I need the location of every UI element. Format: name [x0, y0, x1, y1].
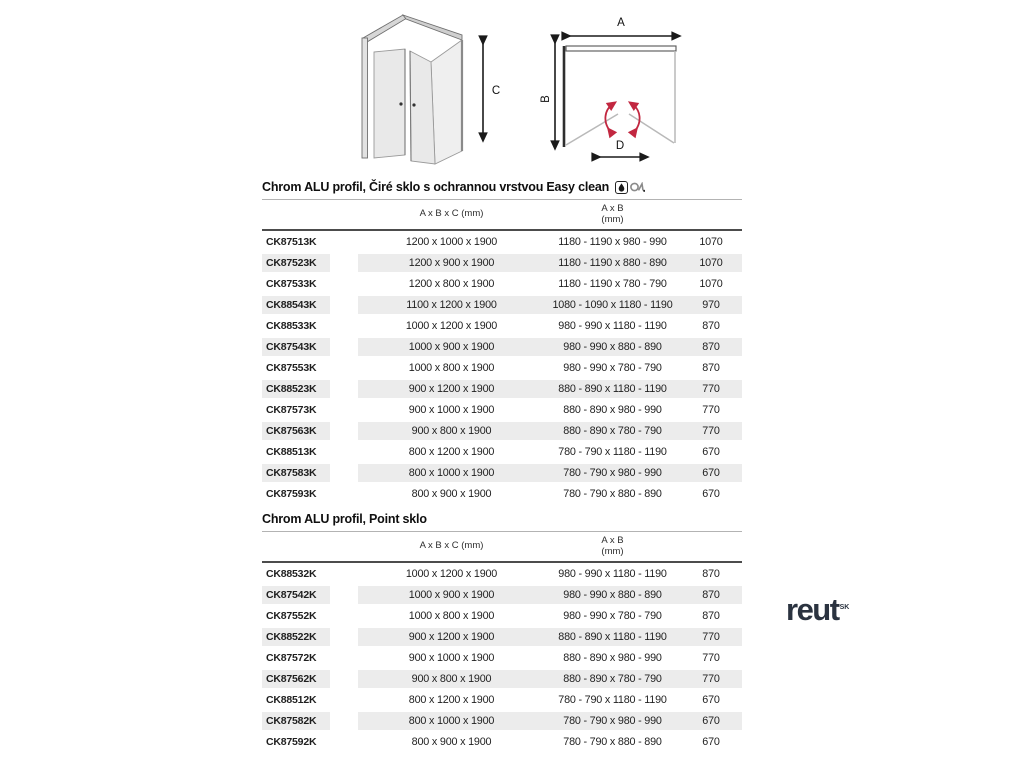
dimensions-abc: 800 x 1200 x 1900 [408, 693, 495, 706]
table-row [262, 626, 742, 647]
dimensions-range: 880 - 890 x 980 - 990 [563, 403, 662, 416]
entry-width-value: 770 [702, 651, 720, 664]
dimensions-abc: 1000 x 800 x 1900 [408, 609, 495, 622]
table-row [262, 647, 742, 668]
dimensions-range: 880 - 890 x 1180 - 1190 [545, 380, 680, 398]
easy-clean-droplet-icon [615, 181, 628, 194]
gap-cell [330, 380, 358, 398]
gap-cell [330, 733, 358, 751]
dimensions-range: 980 - 990 x 880 - 890 [545, 338, 680, 356]
entry-width-value: 1070 [699, 277, 723, 290]
table-row [262, 710, 742, 731]
table-row [262, 420, 742, 441]
brand-logo [786, 594, 849, 625]
dimensions-abc: 800 x 1200 x 1900 [408, 445, 495, 458]
gap-cell [330, 464, 358, 482]
door-handle-right [412, 103, 415, 106]
table-row [262, 584, 742, 605]
product-code: CK88533K [266, 319, 317, 332]
table-row [262, 294, 742, 315]
dimensions-range: 780 - 790 x 880 - 890 [563, 735, 662, 748]
dimensions-abc: 1200 x 1000 x 1900 [405, 235, 498, 248]
entry-width-value: 670 [702, 445, 720, 458]
product-code: CK87582K [262, 712, 330, 730]
product-table-point-sklo [262, 563, 742, 752]
header-range-line2: (mm) [601, 545, 624, 557]
gap-cell [330, 275, 358, 293]
entry-width-value: 870 [702, 319, 720, 332]
dimensions-abc: 900 x 800 x 1900 [358, 670, 545, 688]
dimensions-abc: 800 x 1000 x 1900 [358, 464, 545, 482]
dimensions-abc: 1200 x 800 x 1900 [408, 277, 495, 290]
product-code: CK87513K [266, 235, 317, 248]
dimensions-range: 780 - 790 x 1180 - 1190 [558, 445, 667, 458]
entry-width-value: 770 [680, 380, 742, 398]
dimensions-abc: 1000 x 1200 x 1900 [405, 319, 498, 332]
table-row [262, 252, 742, 273]
dimensions-abc: 1000 x 900 x 1900 [358, 338, 545, 356]
section-title [262, 512, 742, 532]
section-easy-clean [262, 180, 742, 504]
plan-depth-label: B [540, 95, 552, 103]
product-code: CK88512K [266, 693, 317, 706]
gap-cell [330, 338, 358, 356]
gap-cell [330, 649, 358, 667]
dimensions-range: 980 - 990 x 880 - 890 [545, 586, 680, 604]
gap-cell [330, 359, 358, 377]
header-dims: A x B x C (mm) [419, 208, 484, 220]
enclosure-plan-diagram [533, 12, 698, 169]
entry-width-value: 670 [702, 487, 720, 500]
entry-width-value: 870 [680, 338, 742, 356]
header-range [545, 204, 680, 226]
header-range-line1: A x B [601, 202, 624, 214]
entry-width-value: 870 [702, 609, 720, 622]
product-code: CK87553K [266, 361, 317, 374]
title-icons [615, 181, 645, 194]
enclosure-plan-drawing [533, 12, 698, 164]
dimensions-abc: 900 x 1200 x 1900 [358, 380, 545, 398]
dimensions-abc: 900 x 1200 x 1900 [358, 628, 545, 646]
entry-width-value: 1070 [680, 254, 742, 272]
enclosure-3d-diagram [343, 5, 511, 175]
product-code: CK87533K [266, 277, 317, 290]
header-range-line2: (mm) [601, 213, 624, 225]
product-code: CK87543K [262, 338, 330, 356]
dimensions-range: 880 - 890 x 980 - 990 [563, 651, 662, 664]
dimensions-range: 780 - 790 x 880 - 890 [563, 487, 662, 500]
entry-width-value: 770 [680, 628, 742, 646]
plan-entry-label: D [615, 140, 625, 152]
product-code: CK87523K [262, 254, 330, 272]
dimensions-range: 880 - 890 x 780 - 790 [545, 670, 680, 688]
dimensions-abc: 900 x 800 x 1900 [358, 422, 545, 440]
table-row [262, 462, 742, 483]
table-row [262, 483, 742, 504]
manufacturer-logo-icon [630, 182, 645, 192]
table-row [262, 315, 742, 336]
dimensions-abc: 800 x 1000 x 1900 [358, 712, 545, 730]
table-header [262, 532, 742, 563]
product-code: CK88543K [262, 296, 330, 314]
section-title [262, 180, 742, 200]
table-row [262, 273, 742, 294]
dimensions-abc: 1100 x 1200 x 1900 [358, 296, 545, 314]
gap-cell [330, 317, 358, 335]
table-row [262, 441, 742, 462]
table-row [262, 378, 742, 399]
section-title-text: Chrom ALU profil, Čiré sklo s ochrannou vrstvou Easy clean [262, 180, 610, 194]
gap-cell [330, 712, 358, 730]
section-point-sklo [262, 512, 742, 752]
dimensions-range: 980 - 990 x 780 - 790 [563, 361, 662, 374]
section-title-text: Chrom ALU profil, Point sklo [262, 512, 427, 526]
dimensions-range: 780 - 790 x 980 - 990 [545, 712, 680, 730]
dimensions-range: 1180 - 1190 x 980 - 990 [558, 235, 667, 248]
dimensions-range: 980 - 990 x 1180 - 1190 [558, 567, 667, 580]
header-dims: A x B x C (mm) [419, 540, 484, 552]
gap-cell [330, 607, 358, 625]
door-handle-left [399, 102, 402, 105]
dimensions-abc: 1000 x 900 x 1900 [358, 586, 545, 604]
dimensions-abc: 1200 x 900 x 1900 [358, 254, 545, 272]
entry-width-value: 870 [702, 567, 720, 580]
product-code: CK87562K [262, 670, 330, 688]
product-code: CK87592K [266, 735, 317, 748]
brand-logo-superscript: SK [839, 603, 850, 611]
dimensions-range: 880 - 890 x 780 - 790 [545, 422, 680, 440]
gap-cell [330, 422, 358, 440]
dimensions-range: 980 - 990 x 780 - 790 [563, 609, 662, 622]
gap-cell [330, 670, 358, 688]
entry-width-value: 670 [680, 464, 742, 482]
dimensions-range: 780 - 790 x 1180 - 1190 [558, 693, 667, 706]
product-code: CK87573K [266, 403, 317, 416]
product-table-easy-clean [262, 231, 742, 504]
product-code: CK88523K [262, 380, 330, 398]
brand-logo-text: reut [786, 592, 839, 627]
gap-cell [330, 691, 358, 709]
table-header [262, 200, 742, 231]
gap-cell [330, 628, 358, 646]
table-row [262, 668, 742, 689]
dimensions-range: 1180 - 1190 x 780 - 790 [558, 277, 667, 290]
dimensions-range: 880 - 890 x 1180 - 1190 [545, 628, 680, 646]
dimensions-range: 980 - 990 x 1180 - 1190 [558, 319, 667, 332]
entry-width-value: 670 [702, 735, 720, 748]
entry-width-value: 770 [702, 403, 720, 416]
gap-cell [330, 233, 358, 251]
header-range-line1: A x B [601, 534, 624, 546]
product-code: CK87552K [266, 609, 317, 622]
entry-width-value: 870 [702, 361, 720, 374]
table-row [262, 563, 742, 584]
entry-width-value: 670 [680, 712, 742, 730]
table-row [262, 231, 742, 252]
dimensions-abc: 1000 x 1200 x 1900 [405, 567, 498, 580]
gap-cell [330, 401, 358, 419]
gap-cell [330, 296, 358, 314]
entry-width-value: 670 [702, 693, 720, 706]
enclosure-3d-drawing [343, 5, 511, 170]
gap-cell [330, 586, 358, 604]
header-range [545, 536, 680, 558]
product-code: CK87572K [266, 651, 317, 664]
dimensions-range: 1080 - 1090 x 1180 - 1190 [545, 296, 680, 314]
table-row [262, 336, 742, 357]
table-row [262, 399, 742, 420]
product-code: CK87563K [262, 422, 330, 440]
plan-width-label: A [617, 17, 625, 29]
product-code: CK87583K [262, 464, 330, 482]
dimensions-abc: 800 x 900 x 1900 [411, 487, 492, 500]
height-label: C [491, 85, 501, 97]
entry-width-value: 870 [680, 586, 742, 604]
product-code: CK87542K [262, 586, 330, 604]
gap-cell [330, 254, 358, 272]
dimensions-abc: 900 x 1000 x 1900 [408, 651, 495, 664]
entry-width-value: 770 [680, 670, 742, 688]
product-code: CK88513K [266, 445, 317, 458]
table-row [262, 731, 742, 752]
product-code: CK88522K [262, 628, 330, 646]
dimensions-range: 1180 - 1190 x 880 - 890 [545, 254, 680, 272]
entry-width-value: 1070 [699, 235, 723, 248]
dimensions-abc: 800 x 900 x 1900 [411, 735, 492, 748]
gap-cell [330, 565, 358, 583]
table-row [262, 689, 742, 710]
table-row [262, 605, 742, 626]
gap-cell [330, 485, 358, 503]
product-code: CK87593K [266, 487, 317, 500]
dimensions-range: 780 - 790 x 980 - 990 [545, 464, 680, 482]
entry-width-value: 970 [680, 296, 742, 314]
dimensions-abc: 900 x 1000 x 1900 [408, 403, 495, 416]
dimensions-abc: 1000 x 800 x 1900 [408, 361, 495, 374]
table-row [262, 357, 742, 378]
product-code: CK88532K [266, 567, 317, 580]
gap-cell [330, 443, 358, 461]
entry-width-value: 770 [680, 422, 742, 440]
